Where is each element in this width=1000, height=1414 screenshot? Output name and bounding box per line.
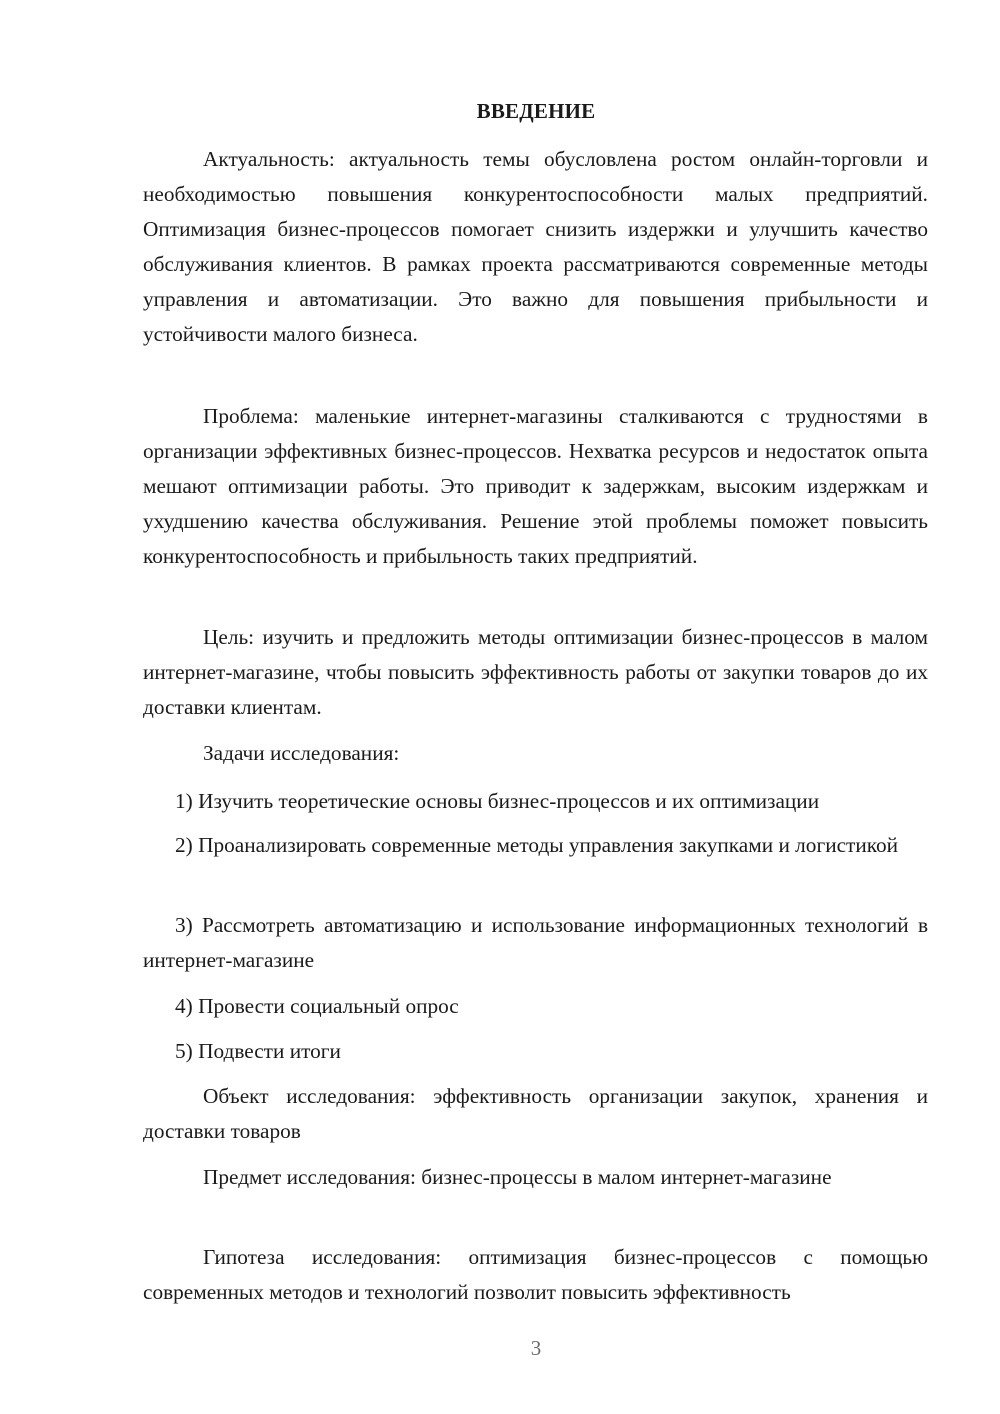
task-item-2: 2) Проанализировать современные методы управления закупками и логистикой [175, 833, 899, 857]
paragraph-goal: Цель: изучить и предложить методы оптимизации бизнес-процессов в малом интернет-магазине, чтобы повысить эффективность работы от закупки товаров до их доставки клиентам. [143, 625, 928, 719]
paragraph-relevance: Актуальность: актуальность темы обусловлена ростом онлайн-торговли и необходимостью повышения конкурентоспособности малых предприятий. Оптимизация бизнес-процессов помогает снизить издержки и улучшить качество обслуживания клиентов. В рамках проекта рассматриваются современные методы управления и автоматизации. Это важно для повышения прибыльности и устойчивости малого бизнеса. [143, 147, 928, 346]
task-item-5: 5) Подвести итоги [175, 1039, 341, 1063]
task-item-1: 1) Изучить теоретические основы бизнес-процессов и их оптимизации [175, 789, 820, 813]
paragraph-subject: Предмет исследования: бизнес-процессы в малом интернет-магазине [203, 1165, 832, 1189]
tasks-heading: Задачи исследования: [203, 741, 400, 765]
paragraph-problem: Проблема: маленькие интернет-магазины сталкиваются с трудностями в организации эффективных бизнес-процессов. Нехватка ресурсов и недостаток опыта мешают оптимизации работы. Это приводит к задержкам, высоким издержкам и ухудшению качества обслуживания. Решение этой проблемы поможет повысить конкурентоспособность и прибыльность таких предприятий. [143, 404, 928, 568]
page-title: ВВЕДЕНИЕ [476, 99, 596, 123]
task-item-4: 4) Провести социальный опрос [175, 994, 459, 1018]
page-number: 3 [530, 1336, 542, 1360]
task-item-3: 3) Рассмотреть автоматизацию и использование информационных технологий в интернет-магазине [143, 913, 928, 972]
paragraph-hypothesis: Гипотеза исследования: оптимизация бизнес-процессов с помощью современных методов и технологий позволит повысить эффективность [143, 1245, 928, 1304]
paragraph-object: Объект исследования: эффективность организации закупок, хранения и доставки товаров [143, 1084, 928, 1143]
